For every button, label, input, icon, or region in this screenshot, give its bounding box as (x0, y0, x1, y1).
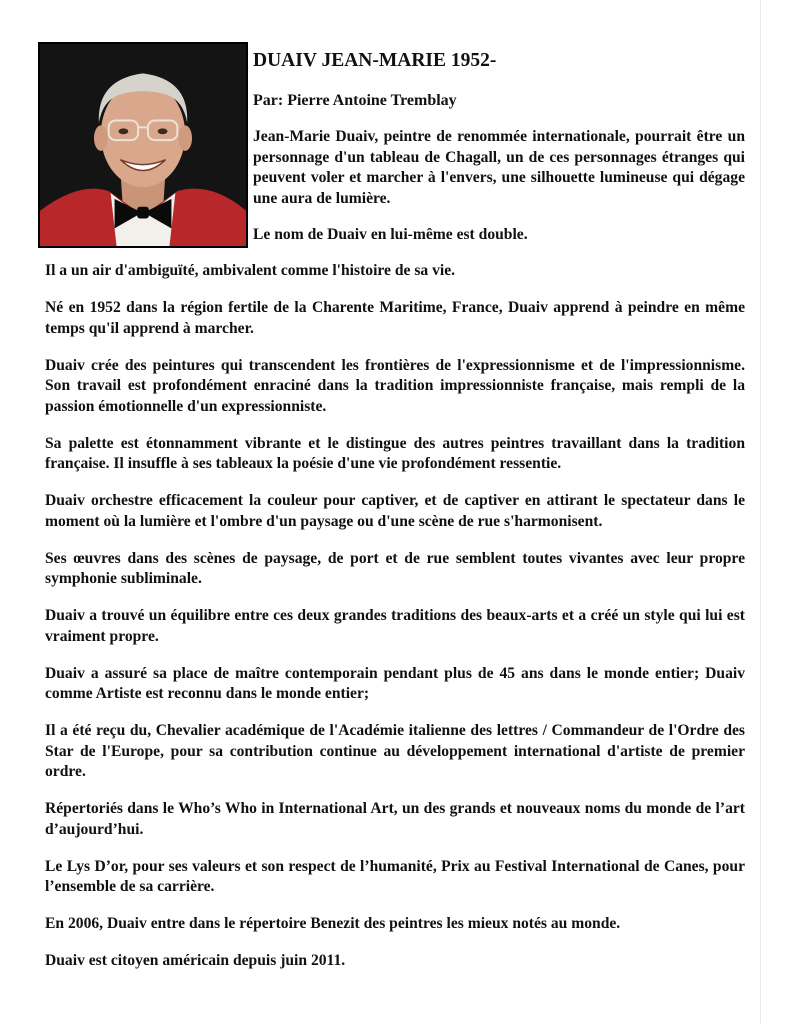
portrait-image (40, 44, 246, 246)
body-paragraph: Ses œuvres dans des scènes de paysage, de port et de rue semblent toutes vivantes avec leur propre symphonie subliminale. (45, 549, 745, 587)
body-paragraph: Le Lys D’or, pour ses valeurs et son respect de l’humanité, Prix au Festival International de Canes, pour l’ensemble de sa carrière. (45, 857, 745, 895)
body-paragraph: Duaiv est citoyen américain depuis juin 2011. (45, 952, 346, 969)
body-paragraph: Il a un air d'ambiguïté, ambivalent comme l'histoire de sa vie. (45, 262, 456, 279)
body-paragraph: Répertoriés dans le Who’s Who in International Art, un des grands et nouveaux noms du monde de l’art d’aujourd’hui. (45, 800, 745, 838)
author-byline: Par: Pierre Antoine Tremblay (253, 92, 457, 109)
body-paragraph: Duaiv orchestre efficacement la couleur pour captiver, et de captiver en attirant le spectateur dans le moment où la lumière et l'ombre d'un paysage ou d'une scène de rue s'harmonisent. (45, 492, 745, 530)
header-column (253, 50, 745, 262)
scan-edge-line (760, 0, 761, 1024)
body-paragraph: Sa palette est étonnamment vibrante et le distingue des autres peintres travaillant dans la tradition française. Il insuffle à ses tableaux la poésie d'une vie profondément ressentie. (45, 434, 745, 472)
portrait-photo (38, 42, 248, 248)
body-paragraph: Duaiv a assuré sa place de maître contemporain pendant plus de 45 ans dans le monde entier; Duaiv comme Artiste est reconnu dans le monde entier; (45, 664, 745, 702)
intro-paragraph: Jean-Marie Duaiv, peintre de renommée internationale, pourrait être un personnage d'un tableau de Chagall, un de ces personnages étranges qui peuvent voler et marcher à l'envers, une silhouette lumineuse qui dégage une aura de lumière. (253, 128, 745, 207)
body-text (45, 261, 745, 988)
intro-paragraph: Le nom de Duaiv en lui-même est double. (253, 226, 528, 243)
document-title: DUAIV JEAN-MARIE 1952- (253, 50, 497, 71)
body-paragraph: Duaiv crée des peintures qui transcendent les frontières de l'expressionnisme et de l'impressionnisme. Son travail est profondément enraciné dans la tradition impressionniste française, mais rempli de la passion émotionnelle d'un expressionniste. (45, 356, 745, 415)
body-paragraph: Né en 1952 dans la région fertile de la Charente Maritime, France, Duaiv apprend à peindre en même temps qu'il apprend à marcher. (45, 299, 745, 337)
body-paragraph: Duaiv a trouvé un équilibre entre ces deux grandes traditions des beaux-arts et a créé un style qui lui est vraiment propre. (45, 607, 745, 645)
body-paragraph: Il a été reçu du, Chevalier académique de l'Académie italienne des lettres / Commandeur de l'Ordre des Star de l'Europe, pour sa contribution continue au développement international d'artiste de premier ordre. (45, 722, 745, 780)
body-paragraph: En 2006, Duaiv entre dans le répertoire Benezit des peintres les mieux notés au monde. (45, 915, 621, 932)
